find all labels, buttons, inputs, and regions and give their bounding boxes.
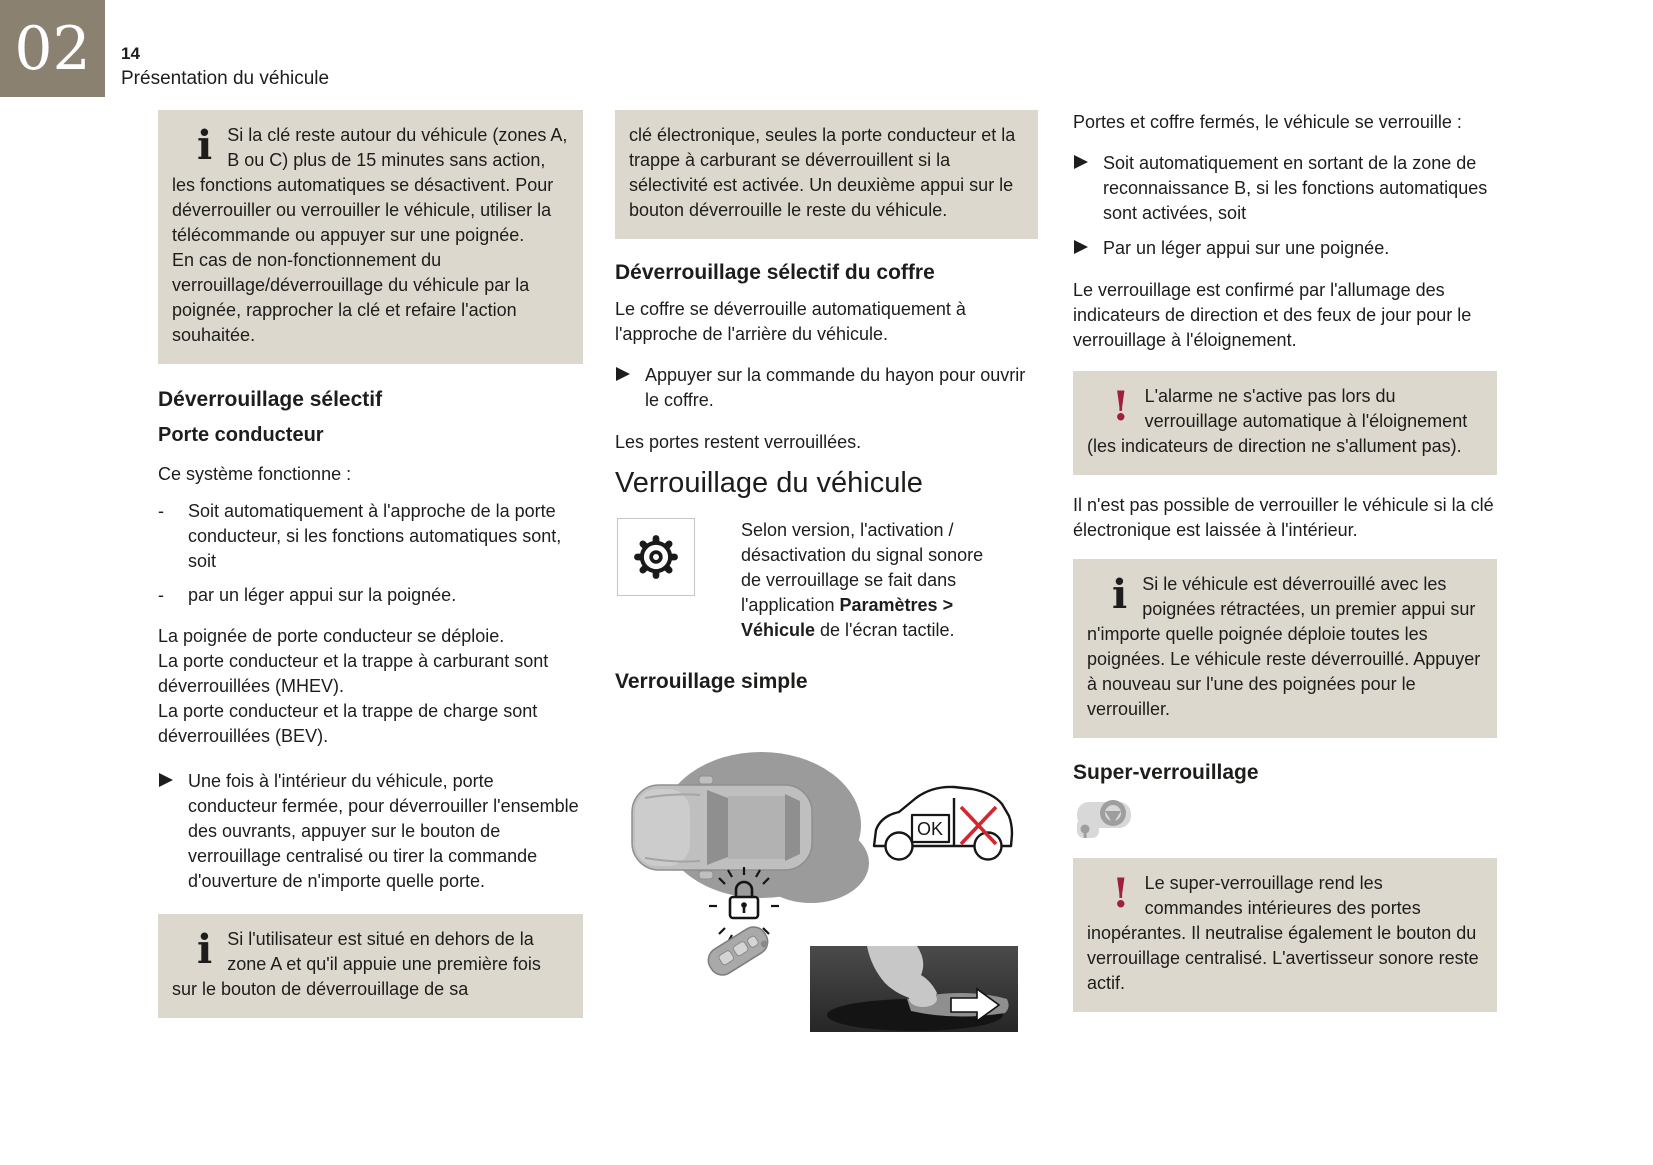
- info-box-text: En cas de non-fonctionnement du verrouillage/déverrouillage du véhicule par la poignée, rapprocher la clé et refaire l'action souhaitée.: [172, 250, 530, 345]
- column-right: [1073, 110, 1497, 1012]
- list-item: [158, 583, 583, 608]
- super-lock-icon: [1075, 794, 1137, 842]
- settings-note: [615, 518, 1038, 643]
- warning-text: L'alarme ne s'active pas lors du verrouillage automatique à l'éloignement (les indicateurs de direction ne s'allument pas).: [1087, 386, 1468, 456]
- chapter-badge: [0, 0, 105, 97]
- paragraph-poignee: [158, 624, 583, 749]
- warning-box-super: [1073, 858, 1497, 1012]
- paragraph-cle-interieur: Il n'est pas possible de verrouiller le véhicule si la clé électronique est laissée à l'intérieur.: [1073, 495, 1494, 540]
- info-box-text: Si l'utilisateur est situé en dehors de la zone A et qu'il appuie une première fois sur le bouton de déverrouillage de sa: [172, 929, 541, 999]
- info-box-continuation: [615, 110, 1038, 239]
- action-list: [1073, 151, 1497, 261]
- arrow-bullet-icon: [158, 769, 188, 894]
- action-item: [1073, 151, 1497, 226]
- info-box-zone-a: [158, 914, 583, 1018]
- gear-icon: [627, 528, 685, 586]
- action-text: Une fois à l'intérieur du véhicule, porte conducteur fermée, pour déverrouiller l'ensemble des ouvrants, appuyer sur le bouton de verrouillage centralisé ou tirer la commande d'ouverture de n'importe quelle porte.: [188, 771, 579, 891]
- car-top-view: [632, 776, 812, 879]
- action-text: Par un léger appui sur une poignée.: [1103, 238, 1390, 258]
- ok-label: OK: [916, 819, 944, 839]
- column-middle: [615, 110, 1038, 1033]
- arrow-bullet-icon: [615, 363, 645, 413]
- paragraph-line: La poignée de porte conducteur se déploie.: [158, 626, 505, 646]
- list-item: [158, 499, 583, 574]
- info-box-text: clé électronique, seules la porte conducteur et la trappe à carburant se déverrouillent si la sélectivité est activée. Un deuxième appui sur le bouton déverrouille le reste du véhicule.: [629, 125, 1016, 220]
- info-box-text: Si la clé reste autour du véhicule (zones A, B ou C) plus de 15 minutes sans action, les fonctions automatiques se désactivent. Pour déverrouiller ou verrouiller le véhicule, utiliser la télécommande ou appuyer sur une poignée.: [172, 125, 568, 245]
- column-left: [158, 110, 583, 1018]
- action-item: [615, 363, 1038, 413]
- paragraph-line: La porte conducteur et la trappe à carburant sont déverrouillées (MHEV).: [158, 651, 549, 696]
- page-header: [121, 44, 329, 90]
- heading-verrouillage-simple: Verrouillage simple: [615, 670, 808, 693]
- action-item: [158, 769, 583, 894]
- warning-icon: !: [1112, 383, 1130, 430]
- list-item-text: Soit automatiquement à l'approche de la porte conducteur, si les fonctions automatiques sont, soit: [188, 501, 562, 571]
- hand-press-photo: [810, 946, 1018, 1032]
- chapter-number: 02: [14, 13, 91, 84]
- settings-text-post: de l'écran tactile.: [815, 620, 955, 640]
- settings-text: [741, 518, 991, 643]
- info-icon: i: [197, 122, 213, 169]
- paragraph-coffre: Le coffre se déverrouille automatiquement à l'approche de l'arrière du véhicule.: [615, 299, 966, 344]
- paragraph-portes-verrouillees: Les portes restent verrouillées.: [615, 432, 862, 452]
- warning-icon: !: [1112, 870, 1130, 917]
- gear-icon-frame: [617, 518, 695, 596]
- list-item-text: par un léger appui sur la poignée.: [188, 585, 457, 605]
- info-box-key-zones: [158, 110, 583, 364]
- action-item: [1073, 236, 1497, 261]
- dash-list: [158, 499, 583, 608]
- paragraph-systeme: Ce système fonctionne :: [158, 464, 352, 484]
- settings-path: Paramètres > Véhicule: [741, 595, 954, 640]
- paragraph-line: La porte conducteur et la trappe de charge sont déverrouillées (BEV).: [158, 701, 538, 746]
- dash-bullet: -: [158, 585, 164, 605]
- heading-super-verrouillage: Super-verrouillage: [1073, 761, 1259, 784]
- key-fob-icon: [703, 922, 772, 980]
- action-text: Soit automatiquement en sortant de la zone de reconnaissance B, si les fonctions automatiques sont activées, soit: [1103, 153, 1488, 223]
- locking-illustration: [615, 703, 1038, 1033]
- settings-text-pre: Selon version, l'activation / désactivation du signal sonore de verrouillage se fait dans l'application: [741, 520, 984, 615]
- arrow-bullet-icon: [1073, 151, 1103, 226]
- info-icon: i: [1112, 571, 1128, 618]
- action-text: Appuyer sur la commande du hayon pour ouvrir le coffre.: [645, 365, 1026, 410]
- info-box-text: Si le véhicule est déverrouillé avec les poignées rétractées, un premier appui sur n'importe quelle poignée déploie toutes les poignées. Le véhicule reste déverrouillé. Appuyer à nouveau sur l'une des poignées pour le verrouiller.: [1087, 574, 1481, 719]
- dash-bullet: -: [158, 501, 164, 521]
- warning-box-alarme: [1073, 371, 1497, 475]
- warning-text: Le super-verrouillage rend les commandes intérieures des portes inopérantes. Il neutralise également le bouton du verrouillage centralisé. L'avertisseur sonore reste actif.: [1087, 873, 1479, 993]
- heading-verrouillage-vehicule: Verrouillage du véhicule: [615, 467, 923, 499]
- page-number: 14: [121, 44, 140, 63]
- paragraph-confirmation: Le verrouillage est confirmé par l'allumage des indicateurs de direction et des feux de jour pour le verrouillage à l'éloignement.: [1073, 280, 1472, 350]
- heading-deverrouillage-coffre: Déverrouillage sélectif du coffre: [615, 261, 935, 284]
- section-title: Présentation du véhicule: [121, 68, 330, 89]
- arrow-bullet-icon: [1073, 236, 1103, 261]
- heading-deverrouillage-selectif: Déverrouillage sélectif: [158, 388, 383, 411]
- info-box-poignees: [1073, 559, 1497, 738]
- info-icon: i: [197, 926, 213, 973]
- heading-porte-conducteur: Porte conducteur: [158, 424, 324, 446]
- paragraph-portes-coffre: Portes et coffre fermés, le véhicule se verrouille :: [1073, 112, 1462, 132]
